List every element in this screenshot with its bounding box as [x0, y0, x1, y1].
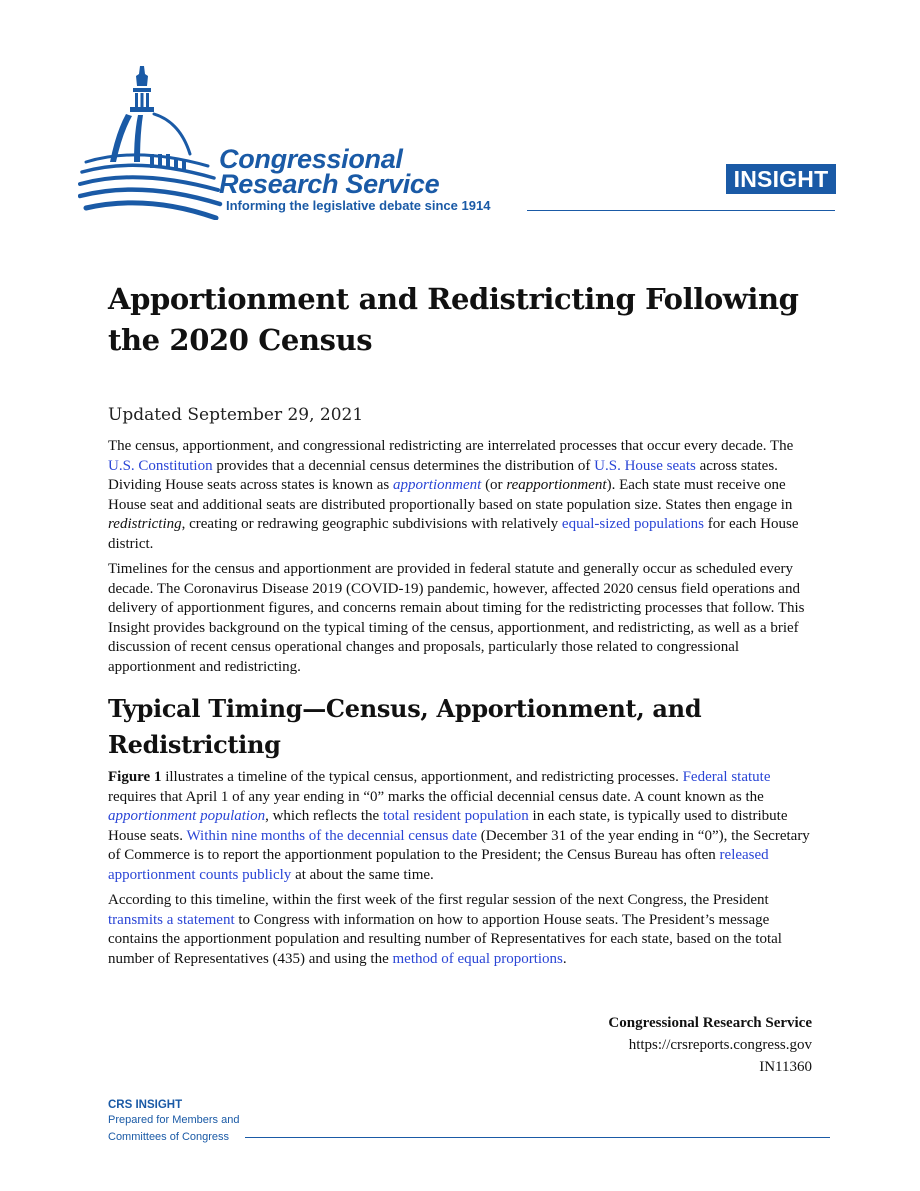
text-span: (or: [481, 477, 507, 493]
text-span: provides that a decennial census determines the distribution of: [212, 457, 595, 474]
link-equal-sized-populations[interactable]: equal-sized populations: [561, 516, 704, 532]
capitol-dome-icon: [78, 62, 228, 220]
footer-rule: [245, 1137, 830, 1138]
main-content: [108, 437, 814, 975]
org-tagline: Informing the legislative debate since 1914: [226, 198, 491, 213]
paragraph-president-statement: [108, 891, 814, 969]
text-span: .: [562, 950, 567, 967]
link-within-nine-months[interactable]: Within nine months of the decennial census date: [186, 827, 478, 844]
text-span: According to this timeline, within the first week of the first regular session of the next Congress, the President: [108, 892, 769, 908]
page-title: Apportionment and Redistricting Following the 2020 Census: [108, 282, 799, 357]
link-total-resident-population[interactable]: total resident population: [382, 808, 529, 824]
text-span: for each House district.: [108, 516, 799, 552]
paragraph-intro: [108, 437, 814, 554]
link-federal-statute[interactable]: Federal statute: [682, 769, 771, 785]
text-span: across states. Dividing House seats across states is known as: [108, 457, 778, 493]
footer-doc-id: IN11360: [759, 1059, 812, 1075]
link-released-counts[interactable]: released apportionment counts publicly: [108, 847, 769, 883]
link-transmits-statement[interactable]: transmits a statement: [108, 911, 235, 928]
term-redistricting: redistricting: [108, 516, 182, 532]
header-rule: [527, 210, 835, 211]
text-span: at about the same time.: [291, 866, 434, 883]
paragraph-timelines: Timelines for the census and apportionment are provided in federal statute and generally occur as scheduled every decade. The Coronavirus Disease 2019 (COVID-19) pandemic, however, affected 2020 census field operations and delivery of apportionment figures, and concerns remain about timing for the redistricting processes that follow. This Insight provides background on the typical timing of the census, apportionment, and redistricting, as well as a brief discussion of recent census operational changes and proposals, particularly those related to congressional apportionment and redistricting.: [108, 561, 805, 675]
text-span: , creating or redrawing geographic subdivisions with relatively: [181, 516, 562, 532]
footer-prepared-line2: Committees of Congress: [108, 1131, 230, 1143]
text-span: in each state, is typically used to distribute House seats.: [108, 808, 788, 844]
link-method-equal-proportions[interactable]: method of equal proportions: [392, 950, 563, 967]
figure-reference: Figure 1: [108, 769, 162, 785]
footer-org: Congressional Research Service: [608, 1015, 812, 1031]
link-us-constitution[interactable]: U.S. Constitution: [108, 457, 213, 474]
text-span: (December 31 of the year ending in “0”), the Secretary of Commerce is to report the apportionment population to the President; the Census Bureau has often: [108, 827, 810, 863]
footer-prepared-line1: Prepared for Members and: [108, 1114, 240, 1126]
text-span: requires that April 1 of any year ending in “0” marks the official decennial census date. A count known as the: [108, 788, 764, 805]
footer-citation: [608, 1012, 812, 1078]
text-span: to Congress with information on how to apportion House seats. The President’s message contains the apportionment population and resulting number of Representatives for each state, based on the total number of Representatives (435) and using the: [108, 911, 782, 967]
footer-crs-insight: CRS INSIGHT: [108, 1099, 183, 1111]
link-us-house-seats[interactable]: U.S. House seats: [594, 457, 696, 474]
link-apportionment-population[interactable]: apportionment population: [108, 808, 266, 824]
insight-badge: INSIGHT: [726, 164, 836, 194]
crs-insight-footer: [108, 1098, 239, 1146]
paragraph-figure-1: [108, 768, 814, 885]
term-reapportionment: reapportionment: [506, 477, 607, 493]
text-span: , which reflects the: [265, 808, 383, 824]
footer-url[interactable]: https://crsreports.congress.gov: [628, 1037, 812, 1053]
text-span: illustrates a timeline of the typical census, apportionment, and redistricting processes.: [161, 769, 683, 785]
org-name-line1: Congressional: [219, 144, 403, 174]
link-apportionment[interactable]: apportionment: [392, 477, 482, 493]
org-name-line2: Research Service: [219, 169, 440, 199]
text-span: The census, apportionment, and congressional redistricting are interrelated processes that occur every decade. The: [108, 438, 794, 454]
section-heading-typical-timing: Typical Timing—Census, Apportionment, and Redistricting: [108, 694, 702, 759]
updated-date: Updated September 29, 2021: [108, 405, 364, 425]
text-span: ). Each state must receive one House seat and additional seats are distributed proportionally based on state population size. States then engage in: [108, 477, 793, 513]
